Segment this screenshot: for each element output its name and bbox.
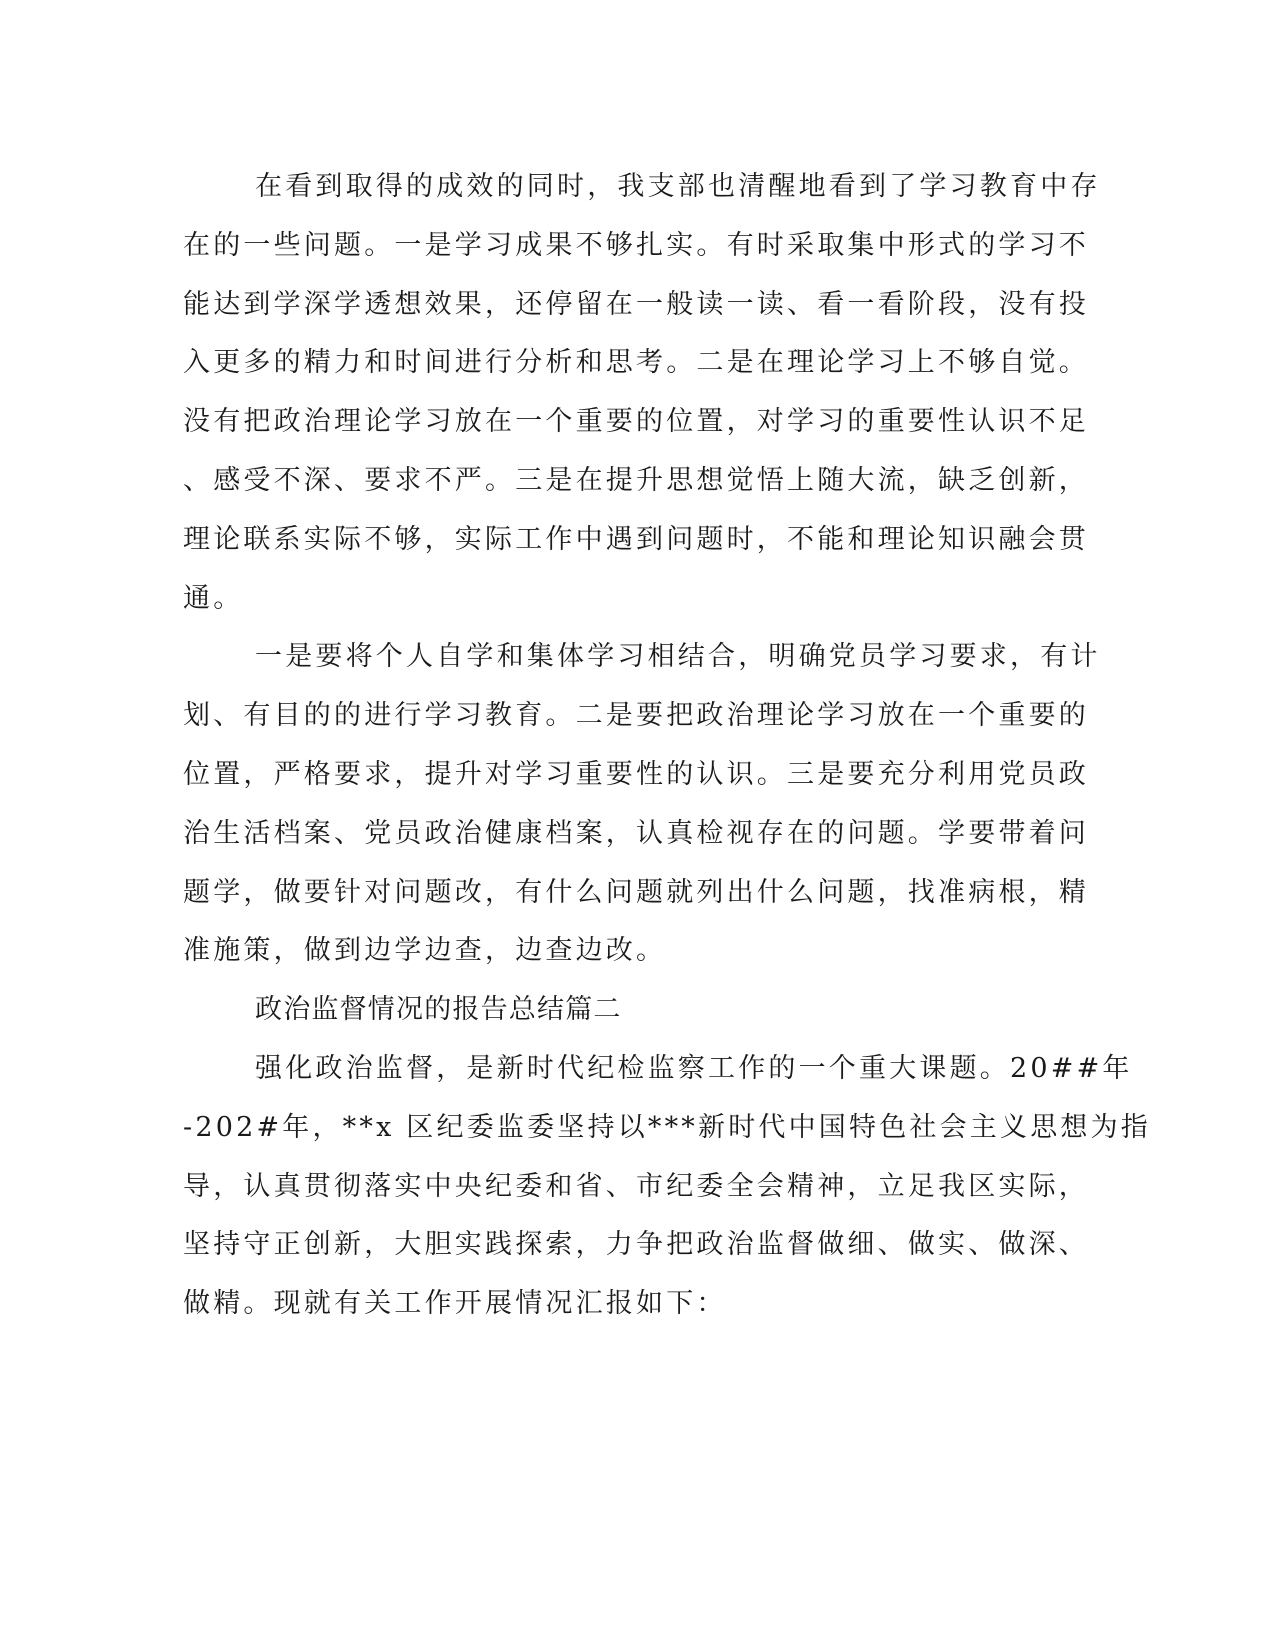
- text-line: 准施策，做到边学边查，边查边改。: [183, 935, 667, 967]
- text-line: 入更多的精力和时间进行分析和思考。二是在理论学习上不够自觉。: [183, 347, 1089, 379]
- text-line: 没有把政治理论学习放在一个重要的位置，对学习的重要性认识不足: [183, 406, 1089, 438]
- text-line: 位置，严格要求，提升对学习重要性的认识。三是要充分利用党员政: [183, 758, 1089, 790]
- paragraph-problems: [183, 158, 1101, 628]
- text-line: 题学，做要针对问题改，有什么问题就列出什么问题，找准病根，精: [183, 876, 1089, 908]
- text-line: 在看到取得的成效的同时，我支部也清醒地看到了学习教育中存: [255, 171, 1101, 202]
- text-line: 做精。现就有关工作开展情况汇报如下：: [183, 1288, 727, 1320]
- text-line: -202#年，**x 区纪委监委坚持以***新时代中国特色社会主义思想为指: [183, 1111, 1151, 1143]
- text-line: 导，认真贯彻落实中央纪委和省、市纪委全会精神，立足我区实际，: [183, 1170, 1089, 1202]
- text-line: 坚持守正创新，大胆实践探索，力争把政治监督做细、做实、做深、: [183, 1229, 1089, 1261]
- text-line: 治生活档案、党员政治健康档案，认真检视存在的问题。学要带着问: [183, 817, 1089, 849]
- document-body: [183, 158, 1151, 1334]
- text-line: 理论联系实际不够，实际工作中遇到问题时，不能和理论知识融会贯: [183, 523, 1089, 555]
- paragraph-measures: [183, 628, 1101, 981]
- section-heading: 政治监督情况的报告总结篇二: [255, 994, 622, 1026]
- text-line: 划、有目的的进行学习教育。二是要把政治理论学习放在一个重要的: [183, 700, 1089, 732]
- text-line: 能达到学深学透想效果，还停留在一般读一读、看一看阶段，没有投: [183, 288, 1089, 320]
- text-line: 强化政治监督，是新时代纪检监察工作的一个重大课题。20##年: [255, 1052, 1133, 1084]
- text-line: 、感受不深、要求不严。三是在提升思想觉悟上随大流，缺乏创新，: [183, 464, 1089, 496]
- text-line: 一是要将个人自学和集体学习相结合，明确党员学习要求，有计: [255, 641, 1101, 673]
- text-line: 通。: [183, 582, 244, 614]
- paragraph-supervision: [183, 1040, 1151, 1334]
- text-line: 在的一些问题。一是学习成果不够扎实。有时采取集中形式的学习不: [183, 229, 1089, 261]
